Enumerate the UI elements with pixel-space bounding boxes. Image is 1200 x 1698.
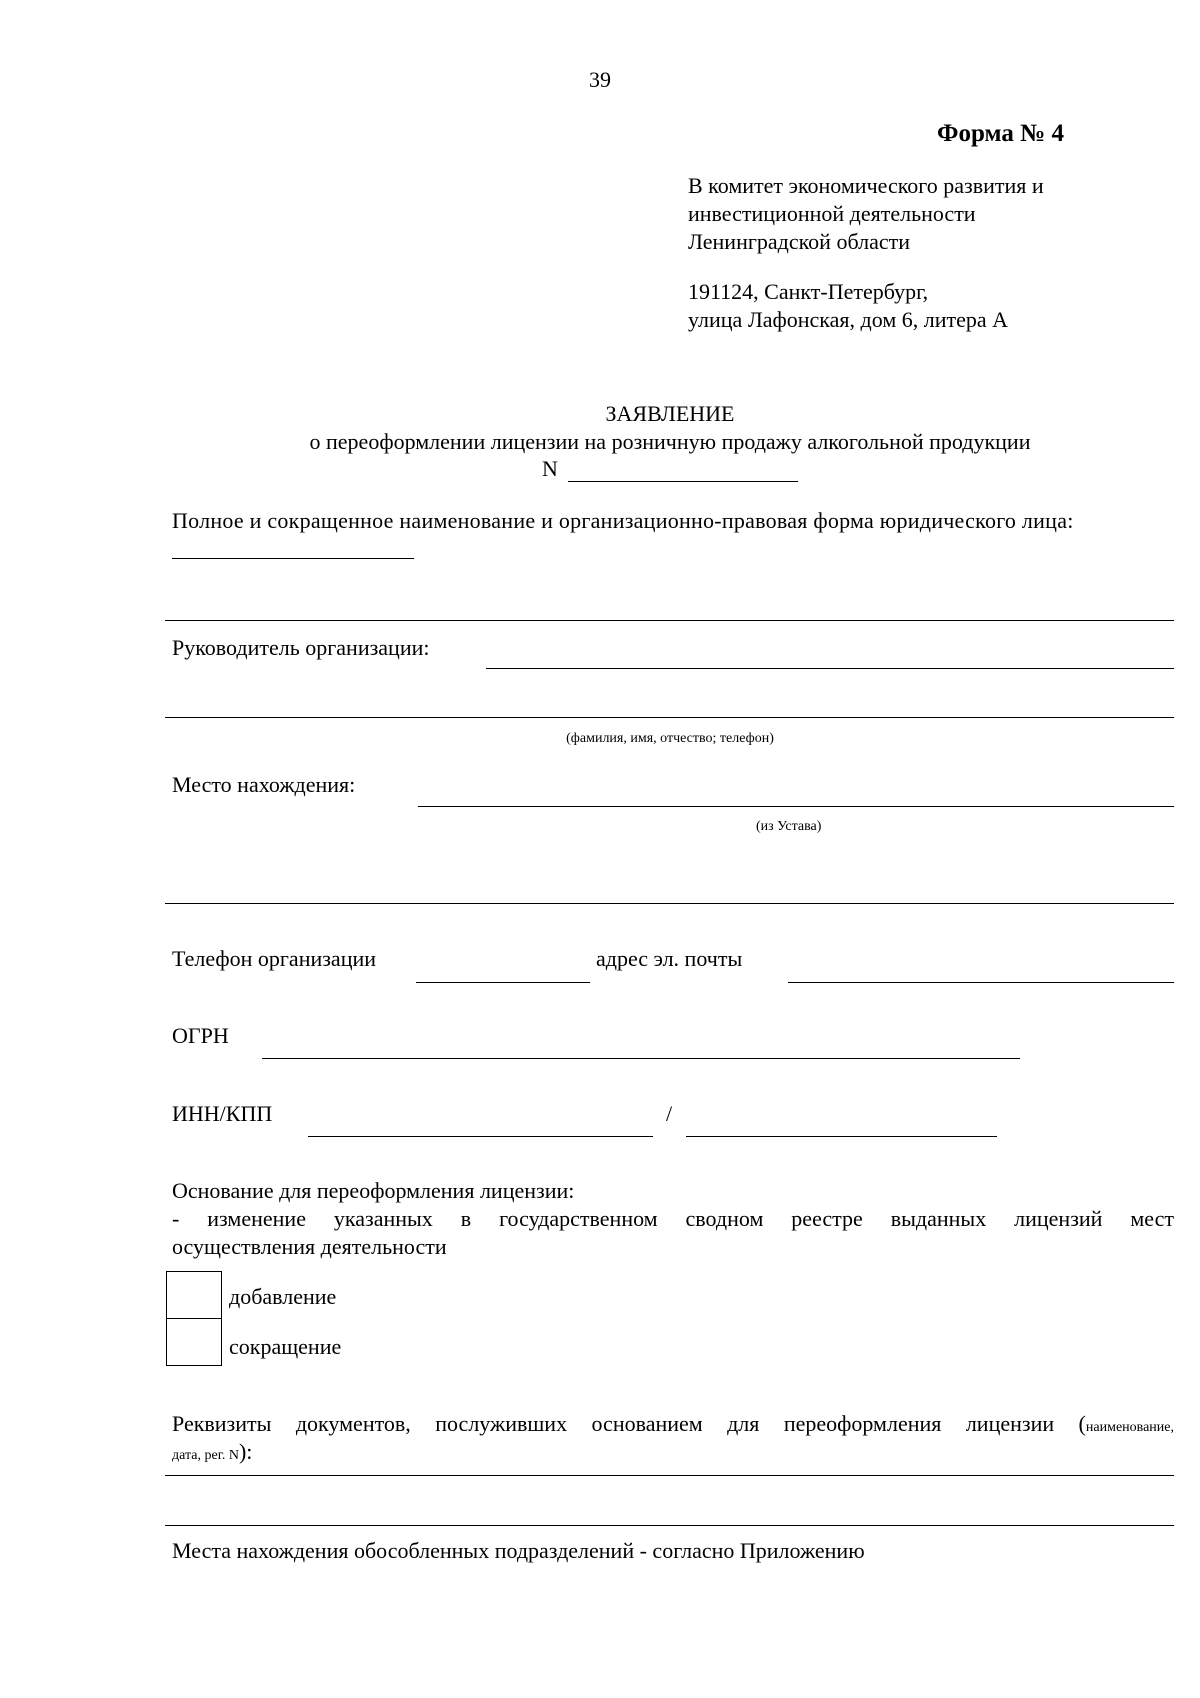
phone-label: Телефон организации [172,946,377,971]
recipient-line: Ленинградской области [688,229,910,254]
form-number: Форма № 4 [937,120,1064,147]
head-field[interactable] [486,668,1174,669]
basis-item: - изменение указанных в государственном сводном реестре выданных лицензий мест [172,1206,1174,1231]
head-label: Руководитель организации: [172,635,430,660]
recipient-line: инвестиционной деятельности [688,201,976,226]
address-line: улица Лафонская, дом 6, литера А [688,307,1009,332]
requisites-field[interactable] [165,1475,1174,1476]
requisites-field-line[interactable] [165,1525,1174,1526]
requisites-note: дата, рег. N [172,1448,239,1463]
full-name-field[interactable] [172,558,414,559]
application-number-label: N [542,456,558,481]
requisites-label [172,1410,1174,1442]
add-checkbox[interactable] [166,1271,222,1319]
basis-item-continued: осуществления деятельности [172,1234,447,1259]
inn-kpp-label: ИНН/КПП [172,1101,273,1126]
location-field-line[interactable] [165,903,1174,904]
requisites-text: Реквизиты документов, послуживших основанием для переоформления лицензии ( [172,1411,1086,1436]
inn-field[interactable] [308,1136,653,1137]
add-option-label: добавление [229,1284,337,1309]
recipient-line: В комитет экономического развития и [688,173,1044,198]
kpp-field[interactable] [686,1136,997,1137]
head-field-line[interactable] [165,717,1174,718]
head-note: (фамилия, имя, отчество; телефон) [566,731,774,746]
requisites-close: ): [238,1439,253,1464]
email-label: адрес эл. почты [596,946,743,971]
full-name-field-line[interactable] [165,620,1174,621]
location-note: (из Устава) [756,819,822,834]
phone-field[interactable] [416,982,590,983]
ogrn-field[interactable] [262,1058,1020,1059]
requisites-note: наименование, [1085,1420,1174,1435]
document-title: ЗАЯВЛЕНИЕ [605,401,735,426]
branches-text: Места нахождения обособленных подразделений - согласно Приложению [172,1538,865,1563]
application-number-field[interactable] [568,481,798,482]
email-field[interactable] [788,982,1174,983]
inn-kpp-separator: / [666,1101,673,1126]
location-field[interactable] [418,806,1174,807]
ogrn-label: ОГРН [172,1023,229,1048]
page-number: 39 [589,67,611,92]
requisites-label-continued [172,1438,252,1470]
basis-heading: Основание для переоформления лицензии: [172,1178,575,1203]
location-label: Место нахождения: [172,772,356,797]
reduce-checkbox[interactable] [166,1318,222,1366]
document-subtitle: о переоформлении лицензии на розничную продажу алкогольной продукции [309,429,1031,454]
address-line: 191124, Санкт-Петербург, [688,279,929,304]
reduce-option-label: сокращение [229,1334,342,1359]
full-name-label: Полное и сокращенное наименование и организационно-правовая форма юридического лица: [172,508,1074,533]
